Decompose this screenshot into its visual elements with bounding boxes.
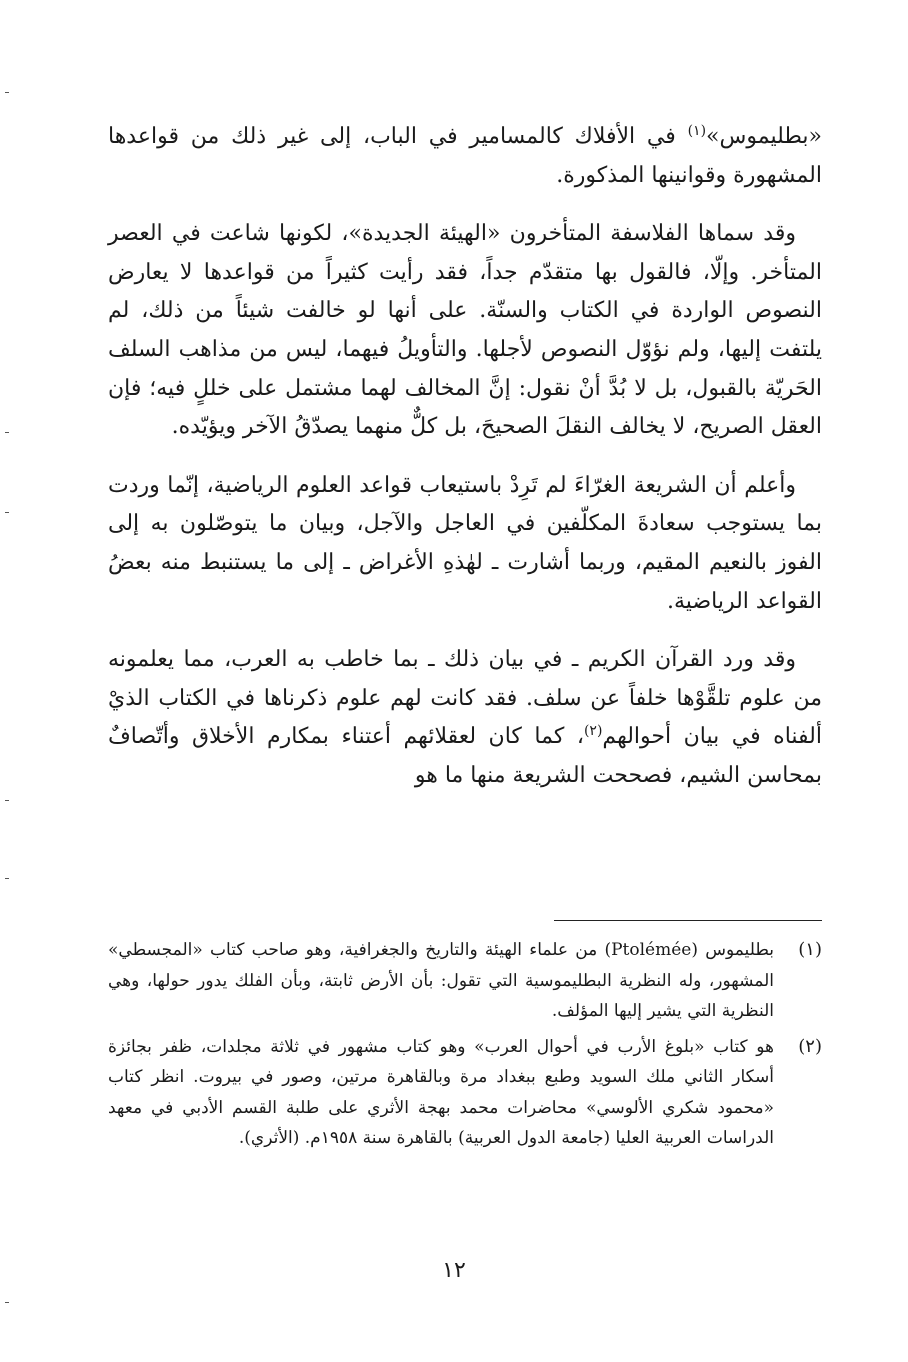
footnote-ref-1: (١) [687,123,707,139]
footnote-ref-2: (٢) [583,723,603,740]
footnote-1-number: (١) [798,939,822,960]
main-text [108,118,822,816]
paragraph-3: وأعلم أن الشريعة الغرّاءَ لم تَرِدْ باستيعاب قواعد العلوم الرياضية، إنّما وردت بما يستوجب سعادةَ المكلّفين في العاجل والآجل، وبيان ما يتوصّلون به إلى الفوز بالنعيم المقيم، وربما أشارت ـ لهٰذهِ الأغراض ـ إلى ما يستنبط منه بعضُ القواعد الرياضية. [108,472,822,614]
paragraph-1 [108,118,822,195]
scan-edge-mark [5,92,9,93]
paragraph-4-rest: ، كما كان لعقلائهم أعتناء بمكارم الأخلاق وأتّصافٌ بمحاسن الشيم، فصححت الشريعة منها ما هو [108,724,822,788]
footnote-2-text: هو كتاب «بلوغ الأرب في أحوال العرب» وهو كتاب مشهور في ثلاثة مجلدات، ظفر بجائزة أسكار الثاني ملك السويد وطبع ببغداد مرة وبالقاهرة مرتين، وصور في بيروت. انظر كتاب «محمود شكري الألوسي» محاضرات محمد بهجة الأثري على طلبة القسم الأدبي في معهد الدراسات العربية العليا (جامعة الدول العربية) بالقاهرة سنة ١٩٥٨م. (الأثري). [108,1036,774,1148]
paragraph-2: وقد سماها الفلاسفة المتأخرون «الهيئة الجديدة»، لكونها شاعت في العصر المتأخر. وإلّا، فالقول بها متقدّم جداً، فقد رأيت كثيراً من قواعدها لا يعارض النصوص الواردة في الكتاب والسنّة. على أنها لو خالفت شيئاً من ذلك، لم يلتفت إليها، ولم نؤوّل النصوص لأجلها. والتأويلُ فيهما، ليس من مذاهب السلف الحَريّة بالقبول، بل لا بُدَّ أنْ نقول: إنَّ المخالف لهما مشتمل على خللٍ فيه؛ فإن العقل الصريح، لا يخالف النقلَ الصحيحَ، بل كلٌّ منهما يصدّقُ الآخر ويؤيّده. [108,221,822,440]
paragraph-1-rest: في الأفلاك كالمسامير في الباب، إلى غير ذلك من قواعدها المشهورة وقوانينها المذكورة. [108,124,822,188]
footnote-1-text: بطليموس (Ptolémée) من علماء الهيئة والتاريخ والجغرافية، وهو صاحب كتاب «المجسطي» المشهور، وله النظرية البطليموسية التي تقول: بأن الأرض ثابتة، وبأن الفلك يدور حولها، وهي النظرية التي يشير إليها المؤلف. [108,940,774,1021]
paragraph-4-start: وقد ورد القرآن الكريم ـ في بيان ذلك ـ بما خاطب به العرب، مما يعلمونه من علوم تلقَّوْها خلفاً عن سلف. فقد كانت لهم علوم ذكرناها في الكتاب الذيْ ألفناه في بيان أحوالهم [108,647,822,750]
footnote-2 [108,1032,822,1154]
scan-edge-mark [5,512,9,513]
footnote-separator [554,920,822,921]
scan-edge-mark [5,432,9,433]
scan-edge-mark [5,800,9,801]
footnotes [108,935,822,1159]
footnote-2-number: (٢) [798,1035,822,1057]
paragraph-1-start: «بطليموس» [706,124,822,149]
paragraph-4 [108,641,822,795]
scan-edge-mark [5,1302,9,1303]
footnote-1 [108,935,822,1027]
scan-edge-mark [5,878,9,879]
page-number: ١٢ [442,1258,466,1283]
